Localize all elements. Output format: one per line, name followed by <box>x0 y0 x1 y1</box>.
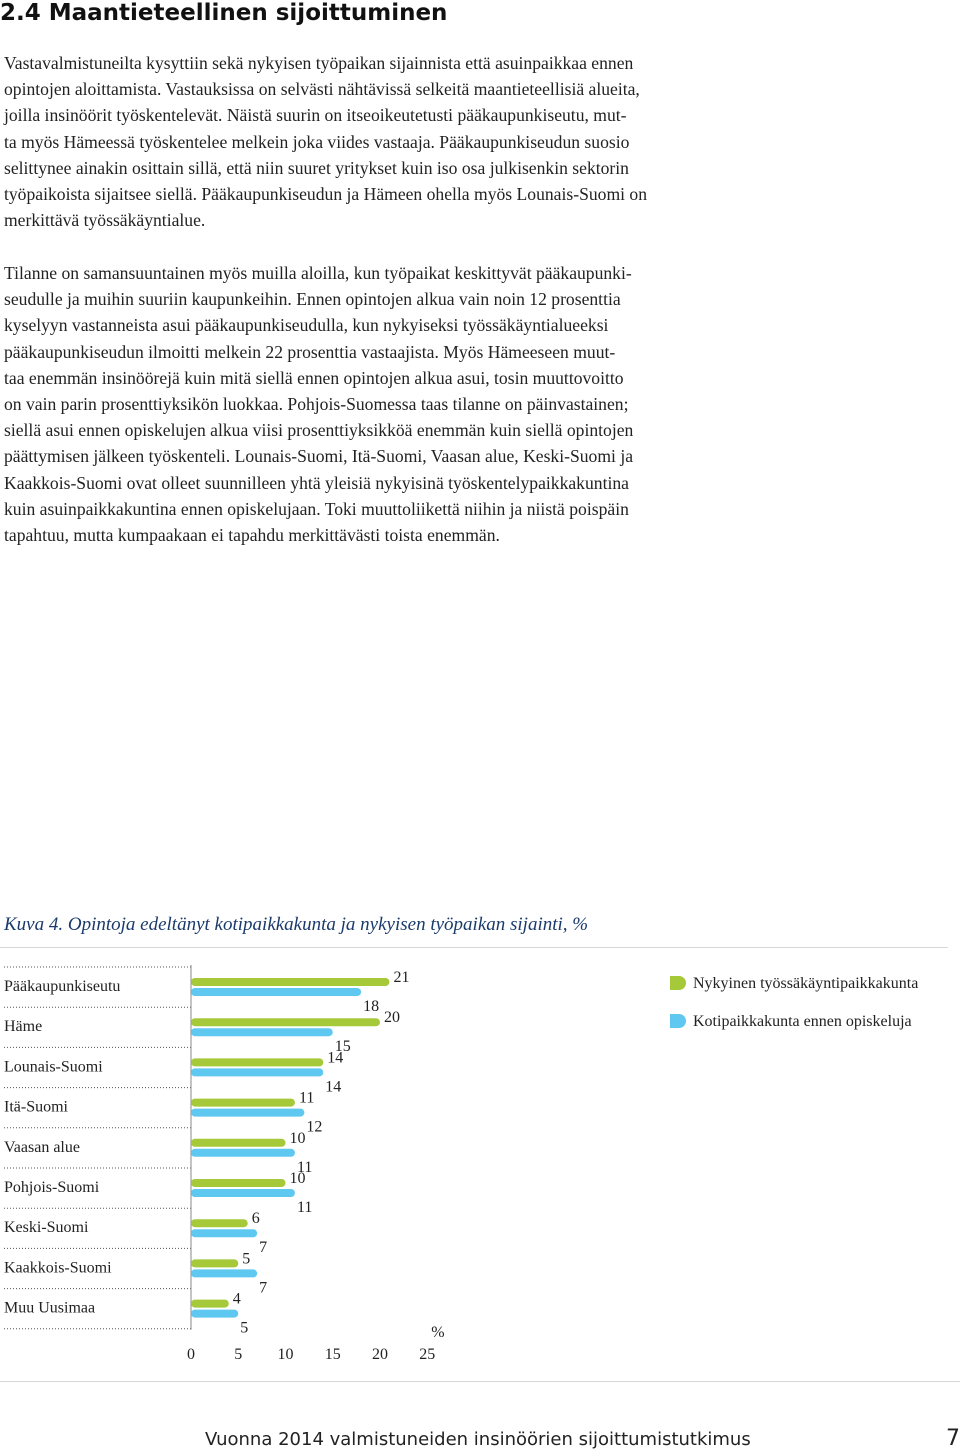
bar-before <box>191 988 361 996</box>
bar-value-label: 18 <box>363 998 380 1015</box>
bar-current <box>191 1179 286 1187</box>
category-label: Häme <box>4 1018 43 1036</box>
bar-before <box>191 1068 323 1076</box>
bar-value-label: 14 <box>327 1049 344 1067</box>
bar-current <box>191 1259 238 1267</box>
category-label: Keski-Suomi <box>4 1219 89 1237</box>
figure-caption: Kuva 4. Opintoja edeltänyt kotipaikkakunta ja nykyisen työpaikan sijainti, % <box>4 914 589 935</box>
footer-divider <box>0 1381 960 1382</box>
bar-before <box>191 1189 295 1197</box>
paragraph-line: kyselyyn vastanneista asui pääkaupunkiseudulla, kun nykyiseksi työssäkäyntialueeksi <box>4 315 609 336</box>
bar-value-label: 11 <box>296 1158 313 1176</box>
bar-value-label: 11 <box>296 1199 313 1216</box>
bar-value-label: 11 <box>298 1089 315 1107</box>
bar-value-label: 5 <box>242 1250 251 1268</box>
bar-value-label: 10 <box>289 1170 306 1187</box>
bar-before <box>191 1028 333 1036</box>
category-label: Kaakkois-Suomi <box>4 1259 112 1277</box>
bar-value-label: 10 <box>289 1129 306 1147</box>
x-tick-label: 0 <box>187 1345 195 1363</box>
bar-current <box>191 1018 380 1026</box>
paragraph-line: taa enemmän insinöörejä kuin mitä siellä ennen opintojen alkua asui, tosin muuttovoitto <box>4 367 624 388</box>
bar-current <box>191 1099 295 1107</box>
paragraph-line: siellä asui ennen opiskelujen alkua viisi prosenttiyksikköä enemmän kuin siellä opintojen <box>4 420 634 441</box>
bar-chart <box>0 955 660 1375</box>
bar-value-label: 15 <box>334 1038 351 1056</box>
x-tick-label: 25 <box>419 1345 436 1363</box>
paragraph-line: ta myös Hämeessä työskentelee melkein joka viides vastaaja. Pääkaupunkiseudun suosio <box>4 131 630 152</box>
x-tick-label: 10 <box>277 1345 294 1363</box>
bar-current <box>191 1300 229 1308</box>
page-number: 7 <box>946 1426 960 1451</box>
category-label: Pohjois-Suomi <box>4 1179 100 1196</box>
bar-value-label: 12 <box>306 1118 323 1136</box>
x-tick-label: 20 <box>372 1345 388 1363</box>
category-label: Muu Uusimaa <box>4 1299 96 1317</box>
bar-value-label: 7 <box>259 1239 268 1257</box>
paragraph-line: Kaakkois-Suomi ovat olleet suunnilleen yhtä yleisiä nykyisinä työskentelypaikkakuntina <box>4 472 629 493</box>
bar-before <box>191 1149 295 1157</box>
bar-value-label: 21 <box>393 969 410 986</box>
paragraph-line: on vain parin prosenttiyksikön luokkaa. Pohjois-Suomessa taas tilanne on päinvastainen; <box>4 394 629 415</box>
bar-current <box>191 1139 286 1147</box>
bar-current <box>191 978 389 986</box>
legend-swatch <box>670 1014 686 1028</box>
bar-before <box>191 1109 304 1117</box>
x-tick-label: 15 <box>324 1345 341 1363</box>
unit-label: % <box>431 1323 445 1341</box>
category-label: Vaasan alue <box>4 1138 80 1156</box>
bar-value-label: 14 <box>325 1078 342 1096</box>
paragraph-1 <box>4 50 954 233</box>
paragraph-line: työpaikoista sijaitsee siellä. Pääkaupunkiseudun ja Hämeen ohella myös Lounais-Suomi on <box>4 184 648 205</box>
paragraph-line: päättymisen jälkeen työskenteli. Lounais-Suomi, Itä-Suomi, Vaasan alue, Keski-Suomi ja <box>4 446 634 467</box>
bar-before <box>191 1229 257 1237</box>
bar-current <box>191 1219 248 1227</box>
legend-label: Nykyinen työssäkäyntipaikkakunta <box>693 975 919 992</box>
paragraph-line: selittynee ainakin osittain sillä, että niin suuret yritykset kuin iso osa julkisenkin sektorin <box>4 157 629 178</box>
bar-value-label: 6 <box>251 1210 260 1228</box>
category-label: Itä-Suomi <box>4 1098 68 1116</box>
paragraph-line: tapahtuu, mutta kumpaakaan ei tapahdu merkittävästi toista enemmän. <box>4 525 500 546</box>
paragraph-line: merkittävä työssäkäyntialue. <box>4 210 206 231</box>
paragraph-line: Tilanne on samansuuntainen myös muilla aloilla, kun työpaikat keskittyvät pääkaupunki- <box>4 263 632 283</box>
x-tick-label: 5 <box>234 1345 243 1363</box>
bar-before <box>191 1269 257 1277</box>
legend-label: Kotipaikkakunta ennen opiskeluja <box>693 1013 912 1030</box>
bar-before <box>191 1310 238 1318</box>
paragraph-line: opintojen aloittamista. Vastauksissa on selvästi nähtävissä selkeitä maantieteellisiä alueita, <box>4 79 640 100</box>
footer-title: Vuonna 2014 valmistuneiden insinöörien sijoittumistutkimus <box>205 1429 751 1450</box>
paragraph-2 <box>4 260 954 548</box>
bar-current <box>191 1058 323 1066</box>
bar-value-label: 5 <box>240 1319 249 1337</box>
bar-value-label: 4 <box>232 1290 241 1308</box>
paragraph-line: joilla insinöörit työskentelevät. Näistä suurin on itseoikeutetusti pääkaupunkiseutu, mut- <box>4 105 627 126</box>
paragraph-line: kuin asuinpaikkakuntina ennen opiskelujaan. Toki muuttoliikettä niihin ja niistä poispäin <box>4 498 629 519</box>
section-heading: 2.4 Maantieteellinen sijoittuminen <box>0 0 448 26</box>
caption-divider <box>0 947 948 948</box>
paragraph-line: pääkaupunkiseudun ilmoitti melkein 22 prosenttia vastaajista. Myös Hämeeseen muut- <box>4 341 616 362</box>
category-label: Pääkaupunkiseutu <box>4 978 121 995</box>
bar-value-label: 20 <box>384 1009 400 1027</box>
legend-swatch <box>670 976 686 990</box>
category-label: Lounais-Suomi <box>4 1058 103 1076</box>
bar-value-label: 7 <box>259 1279 268 1297</box>
paragraph-line: Vastavalmistuneilta kysyttiin sekä nykyisen työpaikan sijainnista että asuinpaikkaa ennen <box>4 53 634 73</box>
paragraph-line: seudulle ja muihin suuriin kaupunkeihin. Ennen opintojen alkua vain noin 12 prosenttia <box>4 289 621 310</box>
